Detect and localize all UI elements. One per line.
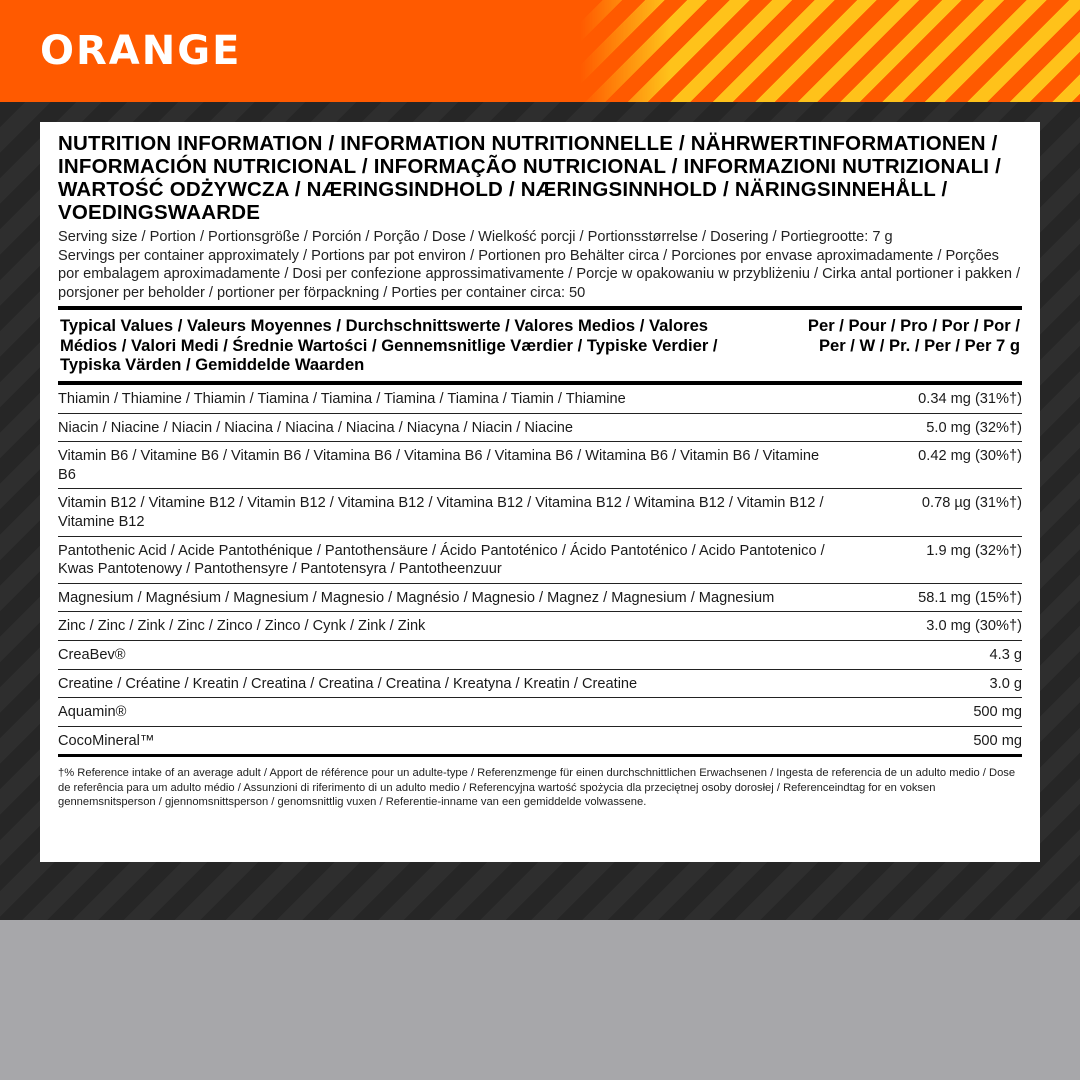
- per-serving-label: Per / Pour / Pro / Por / Por / Per / W / Pr. / Per / Per 7 g: [807, 316, 1020, 355]
- typical-values-label: Typical Values / Valeurs Moyennes / Durchschnittswerte / Valores Medios / Valores Médios / Valori Medi / Średnie Wartości / Gennemsnitlige Værdier / Typiske Verdier / Typiska Värden / Gemiddelde Waarden: [60, 316, 718, 374]
- nutrient-value: 4.3 g: [989, 646, 1022, 663]
- nutrient-row: [58, 584, 1022, 613]
- nutrient-value: 58.1 mg (15%†): [918, 589, 1022, 606]
- nutrient-name: Magnesium / Magnésium / Magnesium / Magnesio / Magnésio / Magnesio / Magnez / Magnesium / Magnesium: [58, 589, 775, 606]
- nutrient-value: 0.42 mg (30%†): [918, 448, 1022, 465]
- reference-intake-footnote: †% Reference intake of an average adult / Apport de référence pour un adulte-type / Referenzmenge für einen durchschnittlichen Erwachsenen / Ingesta de referencia de un adulto medio / Dose de referência para um adulto médio / Assunzioni di riferimento di un adulto medio / Referencyjna wartość spożycia dla przeciętnej osoby dorosłej / Referenceindtag for en voksen gennemsnitsperson / gjennomsnittsperson / genomsnittlig vuxen / Referentie-inname van een gemiddelde volwassene.: [58, 767, 1016, 809]
- nutrient-row: [58, 641, 1022, 670]
- nutrient-name: Niacin / Niacine / Niacin / Niacina / Niacina / Niacina / Niacyna / Niacin / Niacine: [58, 419, 574, 436]
- nutrient-row: [58, 442, 1022, 489]
- nutrient-value: 0.78 µg (31%†): [921, 495, 1022, 512]
- nutrient-value: 500 mg: [973, 732, 1022, 749]
- flavor-header-band: [0, 0, 1080, 102]
- nutrient-row: [58, 670, 1022, 699]
- nutrient-name: CreaBev®: [58, 646, 126, 663]
- nutrient-name: Thiamin / Thiamine / Thiamin / Tiamina / Tiamina / Tiamina / Tiamina / Tiamin / Thiamine: [58, 390, 626, 407]
- nutrient-value: 500 mg: [973, 704, 1022, 721]
- serving-size: Serving size / Portion / Portionsgröße / Porción / Porção / Dose / Wielkość porcji / Portionsstørrelse / Dosering / Portiegrootte: 7 g: [58, 229, 893, 245]
- nutrient-value: 5.0 mg (32%†): [926, 419, 1022, 436]
- nutrient-value: 3.0 mg (30%†): [926, 618, 1022, 635]
- nutrition-title: NUTRITION INFORMATION / INFORMATION NUTRITIONNELLE / NÄHRWERTINFORMATIONEN / INFORMACIÓN NUTRICIONAL / INFORMAÇÃO NUTRICIONAL / INFORMAZIONI NUTRIZIONALI / WARTOŚĆ ODŻYWCZA / NÆRINGSINDHOLD / NÆRINGSINNHOLD / NÄRINGSINNEHÅLL / VOEDINGSWAARDE: [58, 132, 1001, 224]
- nutrient-name: CocoMineral™: [58, 732, 155, 749]
- nutrient-value: 1.9 mg (32%†): [926, 542, 1022, 559]
- nutrient-row: [58, 414, 1022, 443]
- stripe-pattern: [580, 0, 1080, 102]
- flavor-title: ORANGE: [40, 28, 242, 74]
- servings-per-container: Servings per container approximately / Portions par pot environ / Portionen pro Behälter circa / Porciones por envase aproximadamente / Porções por embalagem aproximadamente / Dosi per confezione approssimativamente / Porcje w opakowaniu w przybliżeniu / Cirka antal portioner i pakken / porsjoner per beholder / portioner per förpackning / Porties per container circa: 50: [58, 247, 1021, 301]
- nutrition-panel: [40, 122, 1040, 862]
- nutrient-name: Vitamin B12 / Vitamine B12 / Vitamin B12 / Vitamina B12 / Vitamina B12 / Vitamina B12 / Witamina B12 / Vitamin B12 / Vitamine B12: [58, 495, 824, 530]
- nutrient-row: [58, 612, 1022, 641]
- nutrient-row: [58, 537, 1022, 584]
- table-header: [58, 310, 1022, 377]
- nutrient-row: [58, 489, 1022, 536]
- nutrient-name: Vitamin B6 / Vitamine B6 / Vitamin B6 / Vitamina B6 / Vitamina B6 / Vitamina B6 / Witamina B6 / Vitamin B6 / Vitamine B6: [58, 448, 820, 483]
- nutrient-name: Aquamin®: [58, 704, 127, 721]
- divider-bottom: [58, 754, 1022, 757]
- nutrient-row: [58, 727, 1022, 755]
- serving-info: [58, 228, 1022, 302]
- nutrient-name: Creatine / Créatine / Kreatin / Creatina / Creatina / Creatina / Kreatyna / Kreatin / Creatine: [58, 675, 638, 692]
- nutrient-table: [58, 385, 1022, 754]
- nutrient-row: [58, 698, 1022, 727]
- nutrient-row: [58, 385, 1022, 414]
- nutrient-name: Zinc / Zinc / Zink / Zinc / Zinco / Zinco / Cynk / Zink / Zink: [58, 618, 426, 635]
- nutrient-name: Pantothenic Acid / Acide Pantothénique / Pantothensäure / Ácido Pantoténico / Ácido Pantoténico / Acido Pantotenico / Kwas Pantotenowy / Pantothensyre / Pantotensyra / Pantotheenzuur: [58, 542, 825, 578]
- nutrient-value: 0.34 mg (31%†): [918, 390, 1022, 407]
- nutrient-value: 3.0 g: [989, 675, 1022, 692]
